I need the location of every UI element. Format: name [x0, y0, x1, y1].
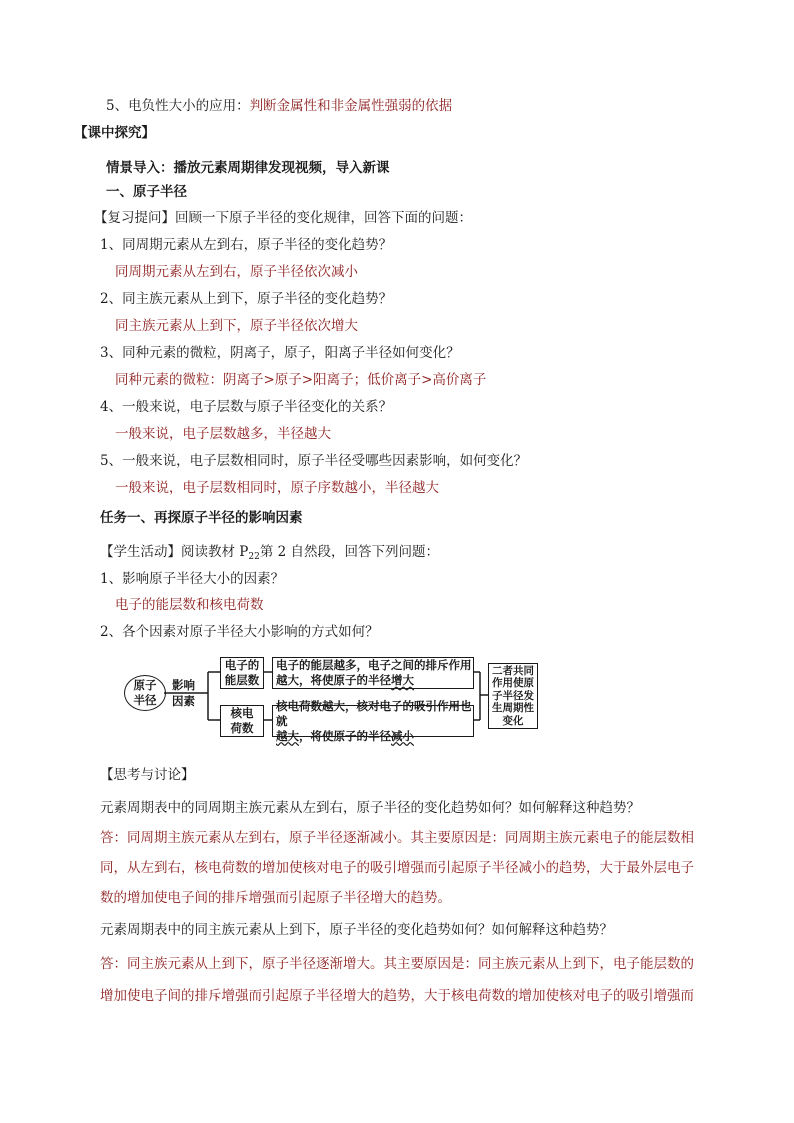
discussion-answer-1-line-3: 数的增加使电子间的排斥增强而引起原子半径增大的趋势。 [100, 890, 451, 906]
discussion-answer-2-line-2: 增加使电子间的排斥增强而引起原子半径增大的趋势，大于核电荷数的增加使核对电子的吸引增强而 [100, 988, 694, 1004]
review-question-3: 3、同种元素的微粒，阴离子，原子，阳离子半径如何变化？ [100, 345, 460, 361]
activity-question-2: 2、各个因素对原子半径大小影响的方式如何？ [100, 624, 379, 640]
section-title: 【课中探究】 [74, 125, 155, 141]
influence-factors-label [172, 677, 195, 709]
review-answer-3: 同种元素的微粒：阴离子>原子>阳离子；低价离子>高价离子 [115, 372, 487, 388]
task1-title: 任务一、再探原子半径的影响因素 [100, 510, 303, 526]
effect2-line-1: 核电荷数越大，核对电子的吸引作用也就 [276, 698, 472, 728]
activity-suffix: 第 2 自然段，回答下列问题： [259, 544, 439, 560]
activity-answer-1: 电子的能层数和核电荷数 [115, 597, 264, 613]
atomic-radius-node [124, 675, 166, 711]
discussion-answer-1-line-1: 答：同周期主族元素从左到右，原子半径逐渐减小。其主要原因是：同周期主族元素电子的能层数相 [100, 830, 694, 846]
effect-nuclear-charge [272, 698, 474, 743]
review-question-1: 1、同周期元素从左到右，原子半径的变化趋势？ [100, 237, 393, 253]
factor2-line-2: 荷数 [230, 721, 254, 735]
intro-item-5-answer: 判断金属性和非金属性强弱的依据 [249, 98, 453, 114]
scene-intro: 情景导入：播放元素周期律发现视频，导入新课 [106, 160, 390, 176]
factor-electron-shells [220, 657, 264, 689]
factor2-line-1: 核电 [230, 706, 254, 720]
activity-page-sub: 22 [248, 552, 260, 562]
atomic-radius-line-1: 原子 [133, 678, 157, 692]
result-line-5: 变化 [502, 714, 524, 727]
result-line-1: 二者共同 [492, 664, 534, 677]
result-line-2: 作用使原 [492, 677, 534, 690]
review-question-4: 4、一般来说，电子层数与原子半径变化的关系？ [100, 399, 393, 415]
review-answer-4: 一般来说，电子层数越多，半径越大 [115, 426, 331, 442]
effect1-line-1: 电子的能层越多，电子之间的排斥作用 [276, 658, 472, 672]
atomic-radius-line-2: 半径 [133, 693, 157, 707]
discussion-question-1: 元素周期表中的同周期主族元素从左到右，原子半径的变化趋势如何？如何解释这种趋势？ [100, 800, 640, 816]
intro-item-5-label: 5、电负性大小的应用： [106, 98, 250, 114]
periodic-variation-result [488, 663, 538, 729]
result-line-3: 子半径发 [492, 689, 534, 702]
result-line-4: 生周期性 [492, 702, 534, 715]
effect2-line-2a: 越大 [276, 728, 299, 743]
effect2-line-2b: ，将使原子的半径 [299, 728, 391, 743]
discussion-answer-1-line-2: 同，从左到右，核电荷数的增加使核对电子的吸引增强而引起原子半径减小的趋势，大于最外层电子 [100, 860, 694, 876]
review-question-5: 5、一般来说，电子层数相同时，原子半径受哪些因素影响，如何变化？ [100, 453, 528, 469]
effect1-line-2a: 越大，将使原子的半径 [276, 673, 391, 687]
effect-electron-shells [272, 657, 474, 689]
review-answer-1: 同周期元素从左到右，原子半径依次减小 [115, 264, 358, 280]
discussion-answer-2-line-1: 答：同主族元素从上到下，原子半径逐渐增大。其主要原因是：同主族元素从上到下，电子能层数的 [100, 956, 694, 972]
effect2-line-2c: 减小 [391, 728, 414, 743]
influence-line-1: 影响 [172, 678, 195, 692]
factor-nuclear-charge [220, 705, 264, 737]
effect1-line-2b: 增大 [391, 673, 414, 687]
factor1-line-1: 电子的 [224, 658, 260, 672]
factor1-line-2: 能层数 [224, 673, 260, 687]
review-prompt: 【复习提问】回顾一下原子半径的变化规律，回答下面的问题： [94, 210, 472, 226]
discussion-question-2: 元素周期表中的同主族元素从上到下，原子半径的变化趋势如何？如何解释这种趋势？ [100, 922, 613, 938]
part1-title: 一、原子半径 [106, 184, 187, 200]
review-question-2: 2、同主族元素从上到下，原子半径的变化趋势？ [100, 291, 393, 307]
discussion-title: 【思考与讨论】 [100, 767, 195, 783]
activity-prefix: 【学生活动】阅读教材 P [100, 544, 249, 560]
review-answer-2: 同主族元素从上到下，原子半径依次增大 [115, 318, 358, 334]
review-answer-5: 一般来说，电子层数相同时，原子序数越小，半径越大 [115, 480, 439, 496]
influence-line-2: 因素 [172, 694, 195, 708]
activity-question-1: 1、影响原子半径大小的因素？ [100, 571, 285, 587]
